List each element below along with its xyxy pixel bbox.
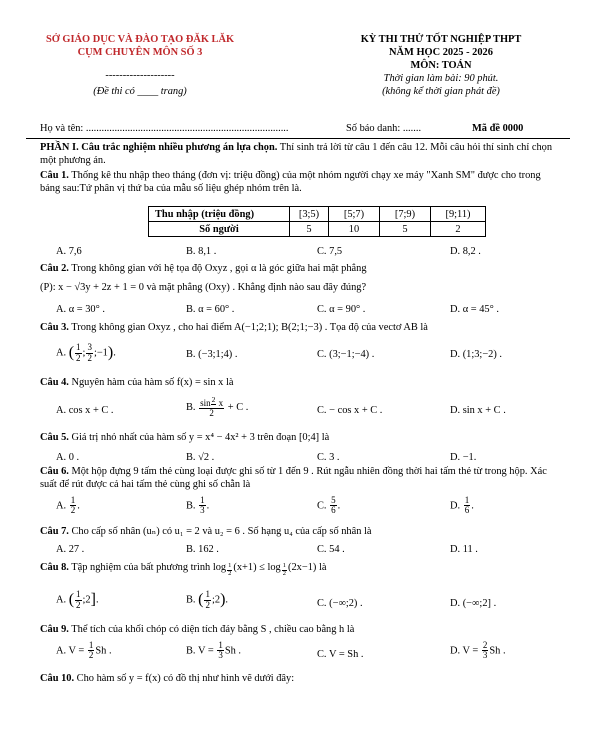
q7-option-b[interactable]: B. 162 . xyxy=(186,544,219,555)
q4-option-d[interactable]: D. sin x + C . xyxy=(450,405,506,416)
q5-text: Giá trị nhỏ nhất của hàm số y = x⁴ − 4x² + 3 trên đoạn [0;4] là xyxy=(68,432,330,443)
q6-label: Câu 6. xyxy=(40,466,69,477)
table-cell: 5 xyxy=(380,222,431,237)
table-row xyxy=(149,222,486,237)
q2-text: Trong không gian với hệ tọa độ Oxyz , gọi α là góc giữa hai mặt phẳng xyxy=(68,263,367,274)
q8-label: Câu 8. xyxy=(40,562,69,573)
q1-option-d[interactable]: D. 8,2 . xyxy=(450,246,481,257)
q3-option-d[interactable]: D. (1;3;−2) . xyxy=(450,349,503,360)
q6-option-c-label: C. xyxy=(317,500,327,512)
q9-option-c[interactable]: C. V = Sh . xyxy=(317,649,364,660)
table-cell: 2 xyxy=(431,222,486,237)
q6-option-b[interactable]: B. $\frac{1}{3}$ . xyxy=(186,495,210,516)
q8-option-b-label: B. xyxy=(186,594,196,606)
question-8: Câu 8. Tập nghiệm của bất phương trình log $_{\frac{1}{2}}$ (x+1) ≤ log $_{\frac{1}{2}}$ (2x−1) là xyxy=(40,561,327,577)
subject: MÔN: TOÁN xyxy=(410,60,472,71)
divider xyxy=(26,138,570,139)
q3-option-c[interactable]: C. (3;−1;−4) . xyxy=(317,349,375,360)
q9-option-a-label: A. V = xyxy=(56,645,85,657)
table-cell: [7;9) xyxy=(380,207,431,222)
q3-label: Câu 3. xyxy=(40,322,69,333)
exam-code: Mã đề 0000 xyxy=(472,123,524,134)
q1-option-b[interactable]: B. 8,1 . xyxy=(186,246,217,257)
q7-label: Câu 7. xyxy=(40,526,69,537)
q4-option-b[interactable]: B. $\frac{\sin^2 x}{2}$ + C . xyxy=(186,395,249,419)
q7-text: Cho cấp số nhân (uₙ) có u₁ = 2 và u₂ = 6 . Số hạng u₄ của cấp số nhân là xyxy=(68,526,372,537)
duration-note: (không kể thời gian phát đề) xyxy=(382,86,500,97)
q9-option-b[interactable]: B. V = $\frac{1}{3}$ Sh . xyxy=(186,640,241,661)
q8-text: Tập nghiệm của bất phương trình xyxy=(68,562,211,573)
table-cell: [5;7) xyxy=(329,207,380,222)
exam-title: KỲ THI THỬ TỐT NGHIỆP THPT xyxy=(360,34,522,45)
q4-text: Nguyên hàm của hàm số f(x) = sin x là xyxy=(68,377,234,388)
part1-title: PHẦN I. Câu trắc nghiệm nhiều phương án lựa chọn. xyxy=(40,142,278,153)
q8-option-c[interactable]: C. (−∞;2) . xyxy=(317,598,363,609)
question-5 xyxy=(40,431,560,444)
table-cell: 5 xyxy=(290,222,329,237)
q2-label: Câu 2. xyxy=(40,263,69,274)
part1-intro xyxy=(40,141,560,167)
q9-label: Câu 9. xyxy=(40,624,69,635)
q6-option-b-label: B. xyxy=(186,500,196,512)
header-right xyxy=(320,33,562,98)
q4-label: Câu 4. xyxy=(40,377,69,388)
cluster: CỤM CHUYÊN MÔN SỐ 3 xyxy=(77,47,203,58)
q2-option-a[interactable]: A. α = 30° . xyxy=(56,304,105,315)
question-4 xyxy=(40,376,560,389)
q5-option-a[interactable]: A. 0 . xyxy=(56,452,80,463)
q8-option-b[interactable]: B. ( $\frac{1}{2}$ ;2). xyxy=(186,589,228,610)
q2-option-c[interactable]: C. α = 90° . xyxy=(317,304,366,315)
q5-option-b[interactable]: B. √2 . xyxy=(186,452,215,463)
q3-option-b[interactable]: B. (−3;1;4) . xyxy=(186,349,238,360)
question-10 xyxy=(40,672,560,685)
q6-option-a-label: A. xyxy=(56,500,67,512)
q8-option-d[interactable]: D. (−∞;2] . xyxy=(450,598,497,609)
page-count: (Đề thi có ____ trang) xyxy=(93,86,187,97)
q3-text: Trong không gian Oxyz , cho hai điểm A(−1;2;1); B(2;1;−3) . Tọa độ của vectơ AB là xyxy=(68,322,428,333)
department: SỞ GIÁO DỤC VÀ ĐÀO TẠO ĐĂK LĂK xyxy=(45,34,235,45)
q5-option-c[interactable]: C. 3 . xyxy=(317,452,340,463)
q1-text: Thống kê thu nhập theo tháng (đơn vị: triệu đồng) của một nhóm người chạy xe máy "Xanh SM" được cho trong bảng sau:Tứ phân vị thứ ba của mẫu số liệu ghép nhóm trên là. xyxy=(40,170,541,194)
q6-option-d-label: D. xyxy=(450,500,461,512)
question-1 xyxy=(40,169,560,195)
question-3 xyxy=(40,321,560,334)
q9-option-a[interactable]: A. V = $\frac{1}{2}$ Sh . xyxy=(56,640,112,661)
table-header-income: Thu nhập (triệu đồng) xyxy=(149,207,290,222)
name-field: Họ và tên: .............................................................................. xyxy=(40,123,289,134)
q9-option-b-label: B. V = xyxy=(186,645,214,657)
q4-option-a[interactable]: A. cos x + C . xyxy=(56,405,114,416)
q2-text2: (P): x − √3y + 2z + 1 = 0 và mặt phẳng (Oxy) . Khẳng định nào sau đây đúng? xyxy=(40,282,367,293)
q6-option-d[interactable]: D. $\frac{1}{6}$ . xyxy=(450,495,474,516)
question-2 xyxy=(40,262,560,275)
q7-option-d[interactable]: D. 11 . xyxy=(450,544,478,555)
header-left xyxy=(34,33,246,98)
question-7 xyxy=(40,525,560,538)
q6-option-c[interactable]: C. $\frac{5}{6}$ . xyxy=(317,495,341,516)
part1-desc: Thí sinh trả lời từ câu 1 đến câu 12. Mỗi câu hỏi thí sinh chỉ chọn một phương án. xyxy=(40,142,553,166)
table-cell: [9;11) xyxy=(431,207,486,222)
q2-option-b[interactable]: B. α = 60° . xyxy=(186,304,235,315)
q6-option-a[interactable]: A. $\frac{1}{2}$ . xyxy=(56,495,80,516)
q4-option-b-label: B. xyxy=(186,401,196,413)
q3-option-a-label: A. xyxy=(56,347,67,359)
q6-text: Một hộp đựng 9 tấm thẻ cùng loại được ghi số từ 1 đến 9 . Rút ngẫu nhiên đồng thời hai tấm thẻ từ trong hộp. Xác suất để rút được cả hai tấm thẻ cùng ghi số chẵn là xyxy=(40,466,547,490)
table-row xyxy=(149,207,486,222)
q1-option-c[interactable]: C. 7,5 xyxy=(317,246,343,257)
q3-option-a[interactable]: A. ( $\frac{1}{2}$ ; $\frac{3}{2}$ ;−1). xyxy=(56,342,116,363)
q5-label: Câu 5. xyxy=(40,432,69,443)
question-9 xyxy=(40,623,560,636)
q10-text: Cho hàm số y = f(x) có đồ thị như hình vẽ dưới đây: xyxy=(74,673,295,684)
q5-option-d[interactable]: D. −1. xyxy=(450,452,477,463)
q1-label: Câu 1. xyxy=(40,170,69,181)
duration: Thời gian làm bài: 90 phút. xyxy=(383,73,499,84)
q9-text: Thể tích của khối chóp có diện tích đáy bằng S , chiều cao bằng h là xyxy=(68,624,355,635)
q8-option-a-label: A. xyxy=(56,594,67,606)
q7-option-c[interactable]: C. 54 . xyxy=(317,544,345,555)
income-table xyxy=(148,206,486,237)
table-cell: [3;5) xyxy=(290,207,329,222)
q4-option-c[interactable]: C. − cos x + C . xyxy=(317,405,383,416)
dashes: -------------------- xyxy=(105,70,175,81)
q9-option-d[interactable]: D. V = $\frac{2}{3}$ Sh . xyxy=(450,640,506,661)
school-year: NĂM HỌC 2025 - 2026 xyxy=(389,47,493,58)
table-header-people: Số người xyxy=(149,222,290,237)
q8-option-a[interactable]: A. ( $\frac{1}{2}$ ;2]. xyxy=(56,589,99,610)
student-id-field: Số báo danh: ....... xyxy=(346,123,422,134)
table-cell: 10 xyxy=(329,222,380,237)
q7-option-a[interactable]: A. 27 . xyxy=(56,544,85,555)
q9-option-d-label: D. V = xyxy=(450,645,479,657)
question-6 xyxy=(40,465,560,491)
q10-label: Câu 10. xyxy=(40,673,75,684)
q2-option-d[interactable]: D. α = 45° . xyxy=(450,304,499,315)
q1-option-a[interactable]: A. 7,6 xyxy=(56,246,82,257)
